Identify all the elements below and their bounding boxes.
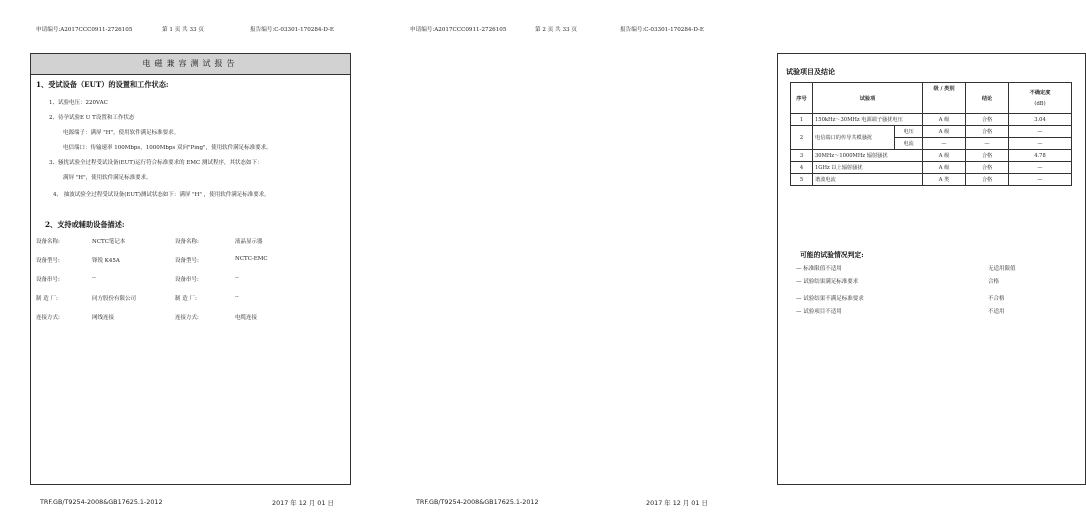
row-uncertainty: — (1009, 162, 1072, 174)
eut-line-6: 满屏 "H"，使用软件满足标准要求。 (63, 175, 152, 181)
footer-date: 2017 年 12 月 01 日 (646, 499, 708, 507)
row-uncertainty: — (1009, 138, 1072, 150)
eut-line-2: 2、待孕试验E U T设置和工作状态 (49, 115, 135, 121)
row-uncertainty: — (1009, 174, 1072, 186)
section-title: 试验项目及结论 (786, 67, 835, 76)
eut-line-4: 电信端口：传输速率 100Mbps，1000Mbps 双向"Ping"，使用软件满足标准要求。 (63, 145, 272, 151)
device-value: 电缆连接 (235, 315, 258, 321)
table-row (791, 150, 1072, 162)
judgement-result: 不适用 (988, 309, 1005, 315)
device-label: 设备名称: (36, 239, 60, 245)
judgement-result: 无适用限值 (988, 266, 1016, 272)
header-uncertainty-label: 不确定度 (1029, 90, 1051, 96)
judgement-condition: — 标准限值不适用 (796, 266, 842, 272)
header-no: 序号 (791, 83, 813, 114)
report-page-2 (368, 0, 1051, 520)
row-result: 合格 (966, 150, 1009, 162)
table-header-row (791, 83, 1072, 114)
header-level: 级 / 类别 (923, 83, 966, 114)
report-number: 报告编号:C-03301-170284-D-E (620, 27, 704, 33)
row-level: A 级 (923, 162, 966, 174)
header-uncertainty (1009, 83, 1072, 114)
footer-standard: TRF.GB/T9254-2008&GB17625.1-2012 (40, 498, 163, 506)
device-value: NCTC笔记本 (92, 239, 126, 245)
row-item: 1GHz 以上辐射骚扰 (813, 162, 923, 174)
device-value: -- (235, 294, 239, 300)
device-value: -- (92, 275, 96, 281)
row-item: 30MHz～1000MHz 辐射骚扰 (813, 150, 923, 162)
possible-judgement-title: 可能的试验情况判定: (800, 251, 864, 259)
row-result: — (966, 138, 1009, 150)
device-label: 设备串号: (36, 277, 60, 283)
report-title: 电磁兼容测试报告 (31, 54, 350, 75)
report-number: 报告编号:C-03301-170284-D-E (250, 27, 334, 33)
row-level: A 级 (923, 150, 966, 162)
eut-line-7: 4、 抽波试验全过程受试设备(EUT)测试状态如下：满屏 "H" ，使用软件满足标准要求。 (53, 192, 270, 198)
section2-title: 2、支持或辅助设备描述: (45, 220, 125, 229)
header-result: 结论 (966, 83, 1009, 114)
judgement-result: 不合格 (988, 296, 1005, 302)
report-frame (777, 53, 1086, 485)
device-label: 连接方式: (36, 315, 60, 321)
row-uncertainty: — (1009, 126, 1072, 138)
table-row (791, 162, 1072, 174)
device-label: 设备型号: (36, 258, 60, 264)
report-frame (30, 53, 351, 485)
table-row (791, 126, 1072, 138)
row-level: A 级 (923, 126, 966, 138)
report-page-1 (0, 0, 368, 520)
header-item: 试验项 (813, 83, 923, 114)
application-number: 申请编号:A2017CCC0911-2726105 (36, 27, 133, 33)
row-no: 5 (791, 174, 813, 186)
row-no: 4 (791, 162, 813, 174)
eut-line-3: 电源端子：满屏 "H"，使用软件满足标准要求。 (63, 130, 180, 136)
row-subitem: 电流 (895, 138, 923, 150)
row-uncertainty: 3.04 (1009, 114, 1072, 126)
row-no: 3 (791, 150, 813, 162)
page-number: 第 2 页 共 33 页 (535, 27, 577, 33)
device-label: 设备型号: (175, 258, 199, 264)
table-row (791, 114, 1072, 126)
device-label: 连接方式: (175, 315, 199, 321)
judgement-condition: — 试验结果满足标准要求 (796, 279, 859, 285)
row-level: — (923, 138, 966, 150)
row-item: 150kHz～30MHz 电源端子骚扰电压 (813, 114, 923, 126)
eut-line-5: 3、骚扰试验全过程受试设备(EUT)运行符合标准要求的 EMC 测试程序，其状态如下： (49, 160, 263, 166)
eut-line-1: 1、试验电压：220VAC (49, 100, 108, 106)
footer-standard: TRF.GB/T9254-2008&GB17625.1-2012 (416, 498, 539, 506)
row-subitem: 电压 (895, 126, 923, 138)
row-item: 电信端口的传导共模骚扰 (813, 126, 895, 150)
row-level: A 级 (923, 114, 966, 126)
judgement-condition: — 试验项目不适用 (796, 309, 842, 315)
device-value: 网线连接 (92, 315, 115, 321)
row-result: 合格 (966, 126, 1009, 138)
row-uncertainty: 4.78 (1009, 150, 1072, 162)
device-value: NCTC-EMC (235, 256, 268, 262)
page-number: 第 1 页 共 33 页 (162, 27, 204, 33)
device-value: 液晶显示器 (235, 239, 263, 245)
footer-date: 2017 年 12 月 01 日 (272, 499, 334, 507)
row-result: 合格 (966, 114, 1009, 126)
row-level: A 类 (923, 174, 966, 186)
header-uncertainty-unit: (dB) (1034, 101, 1046, 107)
row-result: 合格 (966, 162, 1009, 174)
row-item: 谐波电流 (813, 174, 923, 186)
device-label: 设备名称: (175, 239, 199, 245)
device-value: 锋锐 K45A (92, 258, 120, 264)
device-label: 设备串号: (175, 277, 199, 283)
device-label: 制 造 厂: (175, 296, 197, 302)
device-label: 制 造 厂: (36, 296, 58, 302)
application-number: 申请编号:A2017CCC0911-2726105 (410, 27, 507, 33)
device-value: -- (235, 275, 239, 281)
results-table (790, 82, 1072, 186)
row-result: 合格 (966, 174, 1009, 186)
row-no: 2 (791, 126, 813, 150)
judgement-condition: — 试验结果不满足标准要求 (796, 296, 864, 302)
row-no: 1 (791, 114, 813, 126)
section1-title: 1、受试设备（EUT）的设置和工作状态: (36, 80, 169, 89)
table-row (791, 174, 1072, 186)
device-value: 同方股份有限公司 (92, 296, 137, 302)
judgement-result: 合格 (988, 279, 1000, 285)
